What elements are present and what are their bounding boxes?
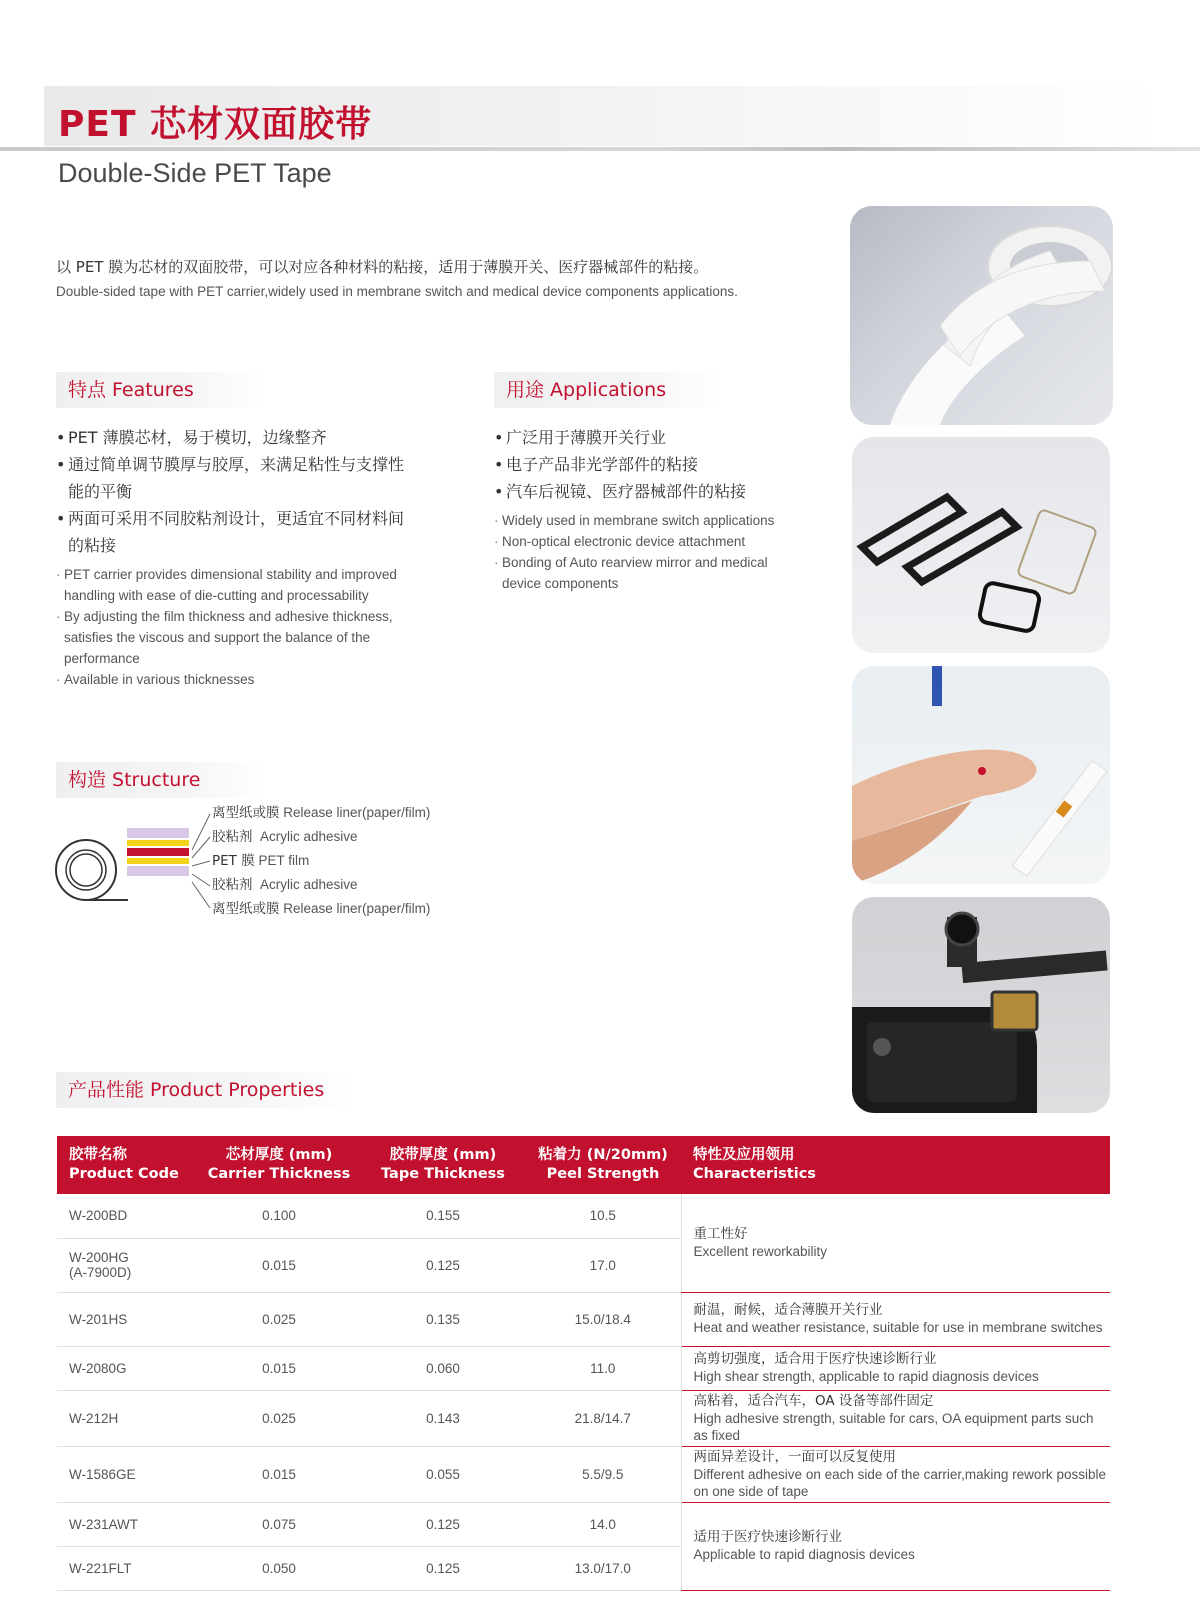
col-characteristics: 特性及应用领用 Characteristics xyxy=(693,1147,816,1182)
table-row: W-221FLT 0.050 0.125 13.0/17.0 xyxy=(57,1546,1110,1590)
feature-item-en: performance xyxy=(64,651,140,666)
tape-structure-diagram xyxy=(52,810,212,920)
structure-heading: 构造 Structure xyxy=(56,762,266,798)
tape-roll-icon xyxy=(56,840,128,900)
feature-item-en: · Available in various thicknesses xyxy=(56,669,456,690)
application-item-en: · Non-optical electronic device attachment xyxy=(494,531,824,552)
layer-label: 胶粘剂 Acrylic adhesive xyxy=(212,877,358,893)
feature-item-en: satisfies the viscous and support the balance of the xyxy=(64,630,371,645)
structure-layer xyxy=(127,866,189,876)
layer-label: 离型纸或膜 Release liner(paper/film) xyxy=(212,901,431,917)
medical-test-strip-photo xyxy=(852,666,1110,884)
col-peel-strength: 粘着力 (N/20mm) Peel Strength xyxy=(538,1147,668,1182)
applications-list-cn xyxy=(494,424,824,505)
characteristic-cell: 耐温，耐候，适合薄膜开关行业 Heat and weather resistance, suitable for use in membrane switches xyxy=(681,1292,1110,1346)
features-heading: 特点 Features xyxy=(56,372,266,408)
layer-label: 离型纸或膜 Release liner(paper/film) xyxy=(212,805,431,821)
layer-labels xyxy=(212,801,430,921)
characteristic-cell: 两面异差设计，一面可以反复使用 Different adhesive on each side of the carrier,making rework possible on one side of tape xyxy=(681,1446,1110,1502)
application-item: • 汽车后视镜、医疗器械部件的粘接 xyxy=(494,478,824,505)
col-product-code: 胶带名称 Product Code xyxy=(69,1147,179,1182)
table-row: W-2080G 0.015 0.060 11.0 高剪切强度，适合用于医疗快速诊断行业 High shear strength, applicable to rapid diagnosis devices xyxy=(57,1346,1110,1390)
title-divider xyxy=(0,147,1200,151)
structure-layer xyxy=(127,828,189,838)
feature-item-en: handling with ease of die-cutting and processability xyxy=(64,588,369,603)
leader-lines xyxy=(192,814,210,908)
applications-list-en xyxy=(494,510,824,594)
application-item: • 广泛用于薄膜开关行业 xyxy=(494,424,824,451)
feature-item-continuation: 的粘接 xyxy=(68,536,117,555)
structure-layer xyxy=(127,840,189,846)
table-row: W-1586GE 0.015 0.055 5.5/9.5 两面异差设计，一面可以反复使用 Different adhesive on each side of the carrier,making rework possible on one side of tape xyxy=(57,1446,1110,1502)
intro-text-cn: 以 PET 膜为芯材的双面胶带，可以对应各种材料的粘接，适用于薄膜开关、医疗器械部件的粘接。 xyxy=(56,258,709,276)
product-properties-table xyxy=(57,1136,1110,1591)
feature-item: • PET 薄膜芯材，易于模切，边缘整齐 xyxy=(56,424,456,451)
intro-text-en: Double-sided tape with PET carrier,widely used in membrane switch and medical device components applications. xyxy=(56,284,738,299)
characteristic-cell: 高粘着，适合汽车，OA 设备等部件固定 High adhesive strength, suitable for cars, OA equipment parts such as fixed xyxy=(681,1390,1110,1446)
tape-roll-photo xyxy=(850,206,1113,425)
characteristic-cell: 重工性好 Excellent reworkability xyxy=(681,1194,1110,1292)
feature-item: • 两面可采用不同胶粘剂设计，更适宜不同材料间 xyxy=(56,505,456,532)
structure-layer xyxy=(127,848,189,856)
page-subtitle: Double-Side PET Tape xyxy=(58,158,332,188)
table-row: W-201HS 0.025 0.135 15.0/18.4 耐温，耐候，适合薄膜开关行业 Heat and weather resistance, suitable for use in membrane switches xyxy=(57,1292,1110,1346)
applications-heading: 用途 Applications xyxy=(494,372,724,408)
table-header-row xyxy=(57,1136,1110,1194)
table-row: W-231AWT 0.075 0.125 14.0 适用于医疗快速诊断行业 Applicable to rapid diagnosis devices xyxy=(57,1502,1110,1546)
feature-item: • 通过简单调节膜厚与胶厚，来满足粘性与支撑性 xyxy=(56,451,456,478)
feature-item-en: · PET carrier provides dimensional stability and improved xyxy=(56,564,456,585)
features-list-cn xyxy=(56,424,456,559)
application-item-en: device components xyxy=(502,576,619,591)
col-carrier-thickness: 芯材厚度 (mm) Carrier Thickness xyxy=(207,1147,351,1182)
feature-item xyxy=(56,478,456,505)
table-row: W-212H 0.025 0.143 21.8/14.7 高粘着，适合汽车，OA 设备等部件固定 High adhesive strength, suitable for cars, OA equipment parts such as fixed xyxy=(57,1390,1110,1446)
table-row: W-200HG (A-7900D) 0.015 0.125 17.0 xyxy=(57,1238,1110,1292)
electronic-components-photo xyxy=(852,897,1110,1113)
structure-layer xyxy=(127,858,189,864)
layer-label: 胶粘剂 Acrylic adhesive xyxy=(212,829,358,845)
application-item: • 电子产品非光学部件的粘接 xyxy=(494,451,824,478)
feature-item-en: · By adjusting the film thickness and adhesive thickness, xyxy=(56,606,456,627)
feature-item xyxy=(56,532,456,559)
layer-stack xyxy=(127,828,189,876)
characteristic-cell: 高剪切强度，适合用于医疗快速诊断行业 High shear strength, applicable to rapid diagnosis devices xyxy=(681,1346,1110,1390)
membrane-parts-photo xyxy=(852,437,1110,653)
application-item-en: · Widely used in membrane switch applications xyxy=(494,510,824,531)
feature-item-continuation: 能的平衡 xyxy=(68,482,133,501)
characteristic-cell: 适用于医疗快速诊断行业 Applicable to rapid diagnosis devices xyxy=(681,1502,1110,1590)
table-row: W-200BD 0.100 0.155 10.5 重工性好 Excellent reworkability xyxy=(57,1194,1110,1238)
layer-label: PET 膜 PET film xyxy=(212,853,310,869)
page-title: PET 芯材双面胶带 xyxy=(58,104,373,145)
application-item-en: · Bonding of Auto rearview mirror and medical xyxy=(494,552,824,573)
col-tape-thickness: 胶带厚度 (mm) Tape Thickness xyxy=(381,1147,505,1182)
properties-heading: 产品性能 Product Properties xyxy=(56,1072,356,1108)
features-list-en xyxy=(56,564,456,690)
